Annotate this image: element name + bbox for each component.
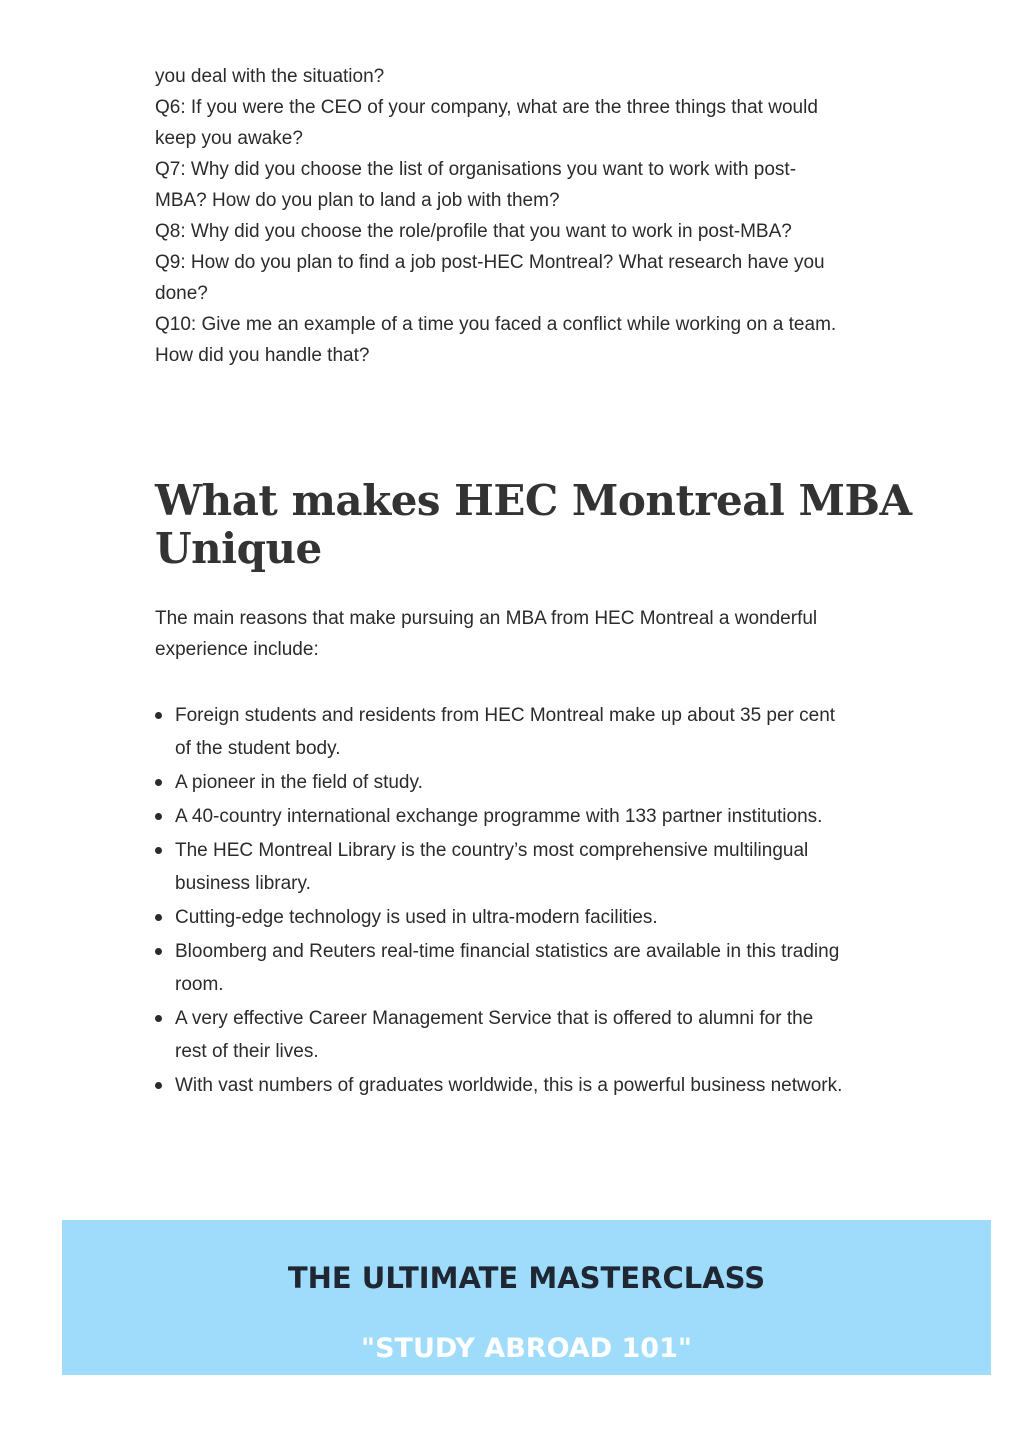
list-item: [155, 901, 915, 934]
question-line: done?: [155, 283, 208, 304]
list-item-text: Foreign students and residents from HEC Montreal make up about 35 per cent: [175, 705, 836, 726]
list-item-text: Cutting-edge technology is used in ultra-modern facilities.: [175, 907, 658, 928]
bullet-icon: [155, 914, 162, 921]
list-item-text: A 40-country international exchange programme with 133 partner institutions.: [175, 806, 823, 827]
list-item-text: A very effective Career Management Service that is offered to alumni for the: [175, 1008, 814, 1029]
intro-line: experience include:: [155, 639, 319, 660]
list-item: [155, 766, 915, 799]
bullet-icon: [155, 1082, 162, 1089]
reasons-list: [155, 699, 915, 1102]
list-item: [155, 800, 915, 833]
list-item-text: Bloomberg and Reuters real-time financial statistics are available in this trading: [175, 941, 840, 962]
bullet-icon: [155, 948, 162, 955]
list-item-text: A pioneer in the field of study.: [175, 772, 423, 793]
question-line: Q8: Why did you choose the role/profile that you want to work in post-MBA?: [155, 221, 792, 242]
list-item: [155, 935, 915, 1001]
bullet-icon: [155, 813, 162, 820]
question-line: Q6: If you were the CEO of your company, what are the three things that would: [155, 97, 818, 118]
interview-questions: [155, 61, 915, 371]
bullet-icon: [155, 779, 162, 786]
list-item: [155, 1069, 915, 1102]
list-item: [155, 699, 915, 765]
question-line: How did you handle that?: [155, 345, 370, 366]
question-line: Q7: Why did you choose the list of organisations you want to work with post-: [155, 159, 797, 180]
list-item-text: business library.: [175, 873, 311, 894]
list-item: [155, 834, 915, 900]
question-line: Q10: Give me an example of a time you faced a conflict while working on a team.: [155, 314, 837, 335]
question-line: MBA? How do you plan to land a job with them?: [155, 190, 560, 211]
banner-title: THE ULTIMATE MASTERCLASS: [287, 1261, 766, 1295]
masterclass-banner: [62, 1220, 991, 1375]
list-item-text: With vast numbers of graduates worldwide, this is a powerful business network.: [175, 1075, 843, 1096]
list-item-text: The HEC Montreal Library is the country’s most comprehensive multilingual: [175, 840, 809, 861]
list-item-text: rest of their lives.: [175, 1041, 319, 1062]
question-line: Q9: How do you plan to find a job post-HEC Montreal? What research have you: [155, 252, 825, 273]
question-line: you deal with the situation?: [155, 66, 385, 87]
list-item-text: room.: [175, 974, 224, 995]
question-line: keep you awake?: [155, 128, 303, 149]
bullet-icon: [155, 1015, 162, 1022]
section-heading: [155, 477, 915, 573]
article-content: [155, 61, 915, 1103]
list-item-text: of the student body.: [175, 738, 341, 759]
bullet-icon: [155, 712, 162, 719]
section-intro: [155, 603, 915, 665]
list-item: [155, 1002, 915, 1068]
section-heading-line: Unique: [155, 524, 322, 573]
bullet-icon: [155, 847, 162, 854]
intro-line: The main reasons that make pursuing an MBA from HEC Montreal a wonderful: [155, 608, 818, 629]
banner-subtitle: "STUDY ABROAD 101": [361, 1333, 692, 1364]
section-heading-line: What makes HEC Montreal MBA: [155, 476, 912, 525]
